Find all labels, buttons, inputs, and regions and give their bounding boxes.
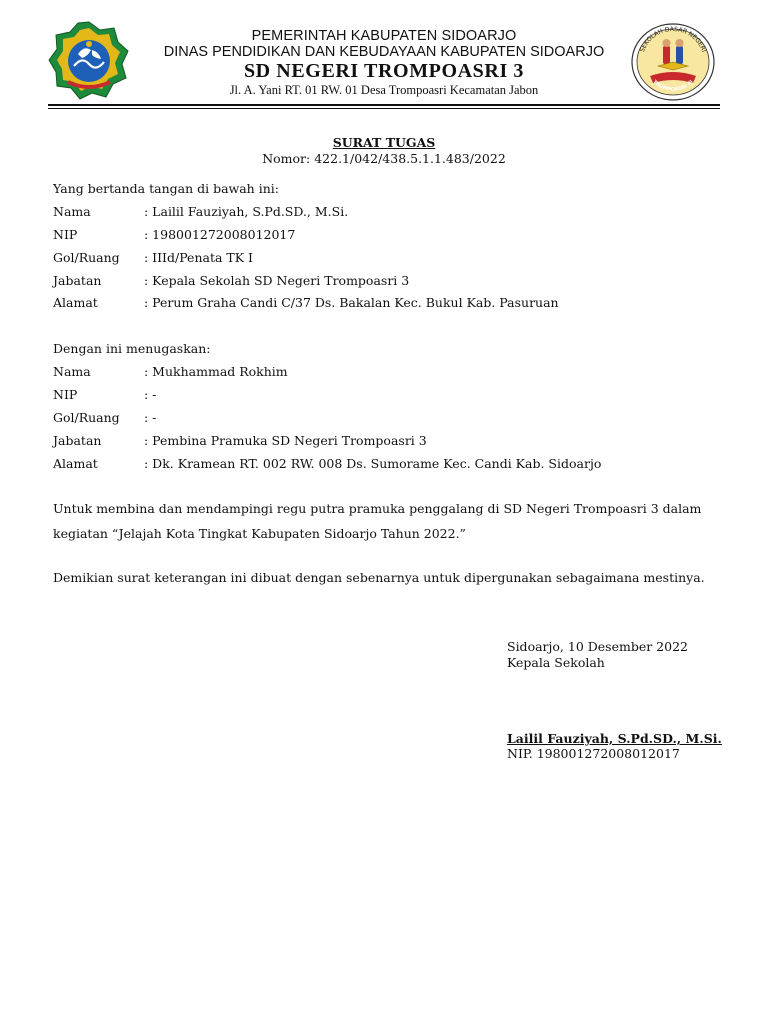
signer-name: Lailil Fauziyah, S.Pd.SD., M.Si. [507, 731, 722, 746]
closing-paragraph: Demikian surat keterangan ini dibuat dengan sebenarnya untuk dipergunakan sebagaimana mestinya. [53, 570, 705, 585]
field-label: Alamat [53, 295, 98, 310]
school-name: SD NEGERI TROMPOASRI 3 [243, 60, 525, 82]
svg-text:SEKOLAH DASAR NEGERI: SEKOLAH DASAR NEGERI [638, 25, 708, 54]
school-badge-icon [630, 22, 716, 102]
letterhead-rule-thin [48, 108, 720, 109]
field-value: : - [144, 410, 157, 425]
field-label: Jabatan [53, 273, 102, 288]
svg-text:TROMPOASRI III: TROMPOASRI III [651, 79, 695, 93]
field-value: : Pembina Pramuka SD Negeri Trompoasri 3 [144, 433, 427, 448]
field-value: : 198001272008012017 [144, 227, 296, 242]
field-value: : IIId/Penata TK I [144, 250, 253, 265]
letter-title: SURAT TUGAS [332, 135, 436, 150]
school-address: Jl. A. Yani RT. 01 RW. 01 Desa Trompoasri Kecamatan Jabon [229, 83, 539, 97]
sidoarjo-regency-seal-icon [48, 20, 130, 102]
signer-position: Kepala Sekolah [507, 655, 605, 670]
field-label: Nama [53, 364, 91, 379]
purpose-paragraph: Untuk membina dan mendampingi regu putra pramuka penggalang di SD Negeri Trompoasri 3 dalam kegiatan “Jelajah Kota Tingkat Kabupaten Sidoarjo Tahun 2022.” [53, 501, 702, 541]
signer-nip: NIP. 198001272008012017 [507, 746, 680, 761]
field-value: : Perum Graha Candi C/37 Ds. Bakalan Kec. Bukul Kab. Pasuruan [144, 295, 559, 310]
field-label: NIP [53, 387, 78, 402]
letterhead-rule [48, 104, 720, 106]
field-label: Gol/Ruang [53, 410, 120, 425]
field-label: NIP [53, 227, 78, 242]
field-label: Jabatan [53, 433, 102, 448]
field-label: Gol/Ruang [53, 250, 120, 265]
field-value: : Mukhammad Rokhim [144, 364, 288, 379]
field-value: : - [144, 387, 157, 402]
letter-number: Nomor: 422.1/042/438.5.1.1.483/2022 [262, 151, 506, 166]
field-value: : Kepala Sekolah SD Negeri Trompoasri 3 [144, 273, 410, 288]
field-label: Nama [53, 204, 91, 219]
signer-intro: Yang bertanda tangan di bawah ini: [53, 181, 279, 196]
field-value: : Dk. Kramean RT. 002 RW. 008 Ds. Sumorame Kec. Candi Kab. Sidoarjo [144, 456, 602, 471]
assign-intro: Dengan ini menugaskan: [53, 341, 211, 356]
government-name: PEMERINTAH KABUPATEN SIDOARJO [251, 28, 517, 44]
place-date: Sidoarjo, 10 Desember 2022 [507, 639, 688, 654]
field-value: : Lailil Fauziyah, S.Pd.SD., M.Si. [144, 204, 349, 219]
department-name: DINAS PENDIDIKAN DAN KEBUDAYAAN KABUPATEN SIDOARJO [163, 44, 605, 60]
letterhead [140, 28, 628, 98]
field-label: Alamat [53, 456, 98, 471]
